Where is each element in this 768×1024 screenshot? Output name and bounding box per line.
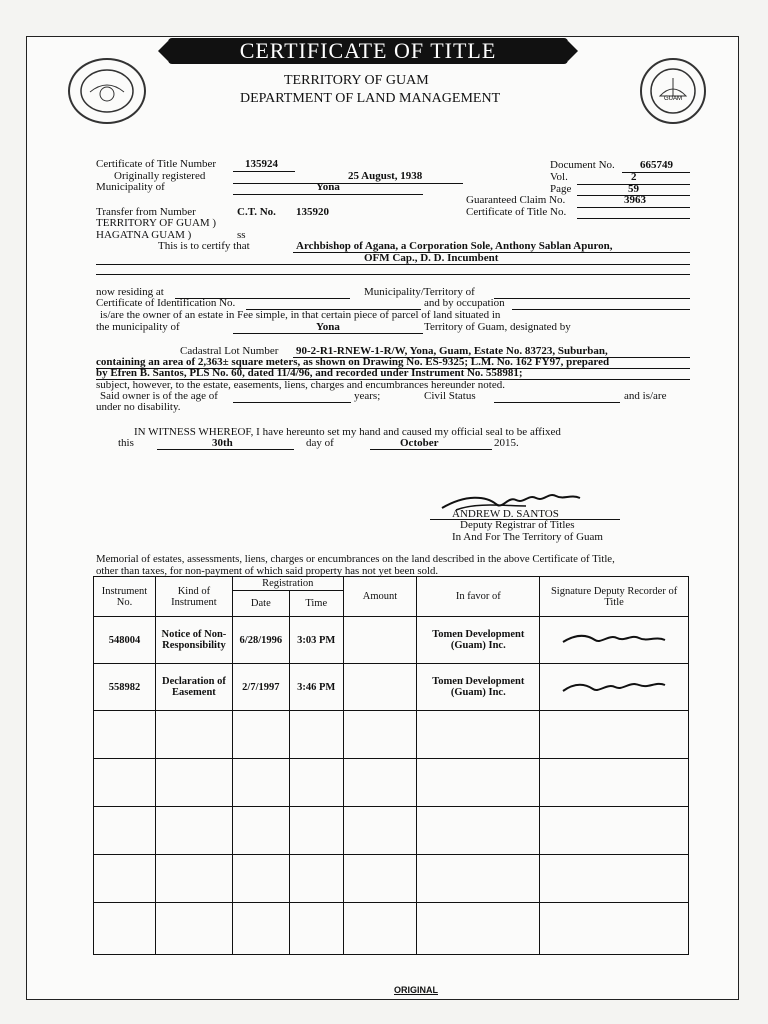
- occupation-label: and by occupation: [424, 297, 505, 309]
- header-in-favor: In favor of: [417, 577, 540, 617]
- row-date: 2/7/1997: [232, 664, 289, 711]
- witness-text: IN WITNESS WHEREOF, I have hereunto set my hand and caused my official seal to be affixed: [134, 426, 561, 438]
- cadastral-line-2: containing an area of 2,363± square meters, as shown on Drawing No. ES-9325; L.M. No. 162 FY97, prepared: [96, 356, 610, 368]
- row-amount: [343, 664, 417, 711]
- territory-line: TERRITORY OF GUAM ): [96, 217, 217, 229]
- transfer-label: Transfer from Number: [96, 206, 196, 218]
- header-time: Time: [289, 591, 343, 617]
- empty-row: [94, 855, 689, 903]
- month-value: October: [400, 437, 439, 449]
- owner-line-2: OFM Cap., D. D. Incumbent: [364, 252, 499, 264]
- municipality-of-label: Municipality of: [96, 181, 165, 193]
- ct-no: 135920: [296, 206, 329, 218]
- empty-row: [94, 903, 689, 955]
- memorial-table: [93, 576, 689, 955]
- memorial-intro-1: Memorial of estates, assessments, liens, charges or encumbrances on the land described in the above Certificate of Title,: [96, 553, 615, 565]
- table-row: [94, 617, 689, 664]
- cert-title-number: 135924: [245, 158, 278, 170]
- row-in-favor: Tomen Development (Guam) Inc.: [417, 617, 540, 664]
- header-instrument-no: Instrument No.: [94, 577, 156, 617]
- vol-value: 2: [631, 171, 637, 183]
- recorder-signature-icon: [559, 675, 669, 697]
- residing-label: now residing at: [96, 286, 164, 298]
- document-no-label: Document No.: [550, 159, 615, 171]
- the-municipality-label: the municipality of: [96, 321, 180, 333]
- empty-row: [94, 807, 689, 855]
- originally-registered-label: Originally registered: [114, 170, 206, 182]
- ss-label: ss: [237, 229, 246, 241]
- certify-label: This is to certify that: [158, 240, 250, 252]
- header-date: Date: [232, 591, 289, 617]
- row-date: 6/28/1996: [232, 617, 289, 664]
- department-seal-icon: [68, 58, 146, 124]
- subject-text: subject, however, to the estate, easements, liens, charges and encumbrances hereunder noted.: [96, 379, 505, 391]
- hagatna-line: HAGATNA GUAM ): [96, 229, 192, 241]
- row-kind: Notice of Non-Responsibility: [155, 617, 232, 664]
- cadastral-line-3: by Efren B. Santos, PLS No. 60, dated 11/4/96, and recorded under Instrument No. 558981;: [96, 367, 523, 379]
- row-time: 3:03 PM: [289, 617, 343, 664]
- original-stamp: ORIGINAL: [394, 985, 438, 995]
- row-instrument-no: 548004: [94, 617, 156, 664]
- page-label: Page: [550, 183, 572, 195]
- header-amount: Amount: [343, 577, 417, 617]
- municipality-value-2: Yona: [316, 321, 340, 333]
- row-signature: [540, 664, 689, 711]
- ct-no-label: C.T. No.: [237, 206, 276, 218]
- guaranteed-claim: 3963: [624, 194, 646, 206]
- memorial-intro-2: other than taxes, for non-payment of which said property has not yet been sold.: [96, 565, 439, 577]
- owner-estate-text: is/are the owner of an estate in Fee simple, in that certain piece of parcel of land situated in: [100, 309, 501, 321]
- row-instrument-no: 558982: [94, 664, 156, 711]
- cert-id-label: Certificate of Identification No.: [96, 297, 236, 309]
- empty-row: [94, 711, 689, 759]
- guaranteed-claim-label: Guaranteed Claim No.: [466, 194, 566, 206]
- years-label: years;: [354, 390, 381, 402]
- header-kind: Kind of Instrument: [155, 577, 232, 617]
- originally-registered: 25 August, 1938: [348, 170, 423, 182]
- municipality-value: Yona: [316, 181, 340, 193]
- page-value: 59: [628, 183, 639, 195]
- certificate-title-banner: CERTIFICATE OF TITLE: [168, 38, 568, 64]
- cadastral-line-1: 90-2-R1-RNEW-1-R/W, Yona, Guam, Estate No. 83723, Suburban,: [296, 345, 608, 357]
- row-time: 3:46 PM: [289, 664, 343, 711]
- row-signature: [540, 617, 689, 664]
- document-no: 665749: [640, 159, 673, 171]
- empty-row: [94, 759, 689, 807]
- registrar-name: ANDREW D. SANTOS: [452, 508, 559, 520]
- recorder-signature-icon: [559, 628, 669, 650]
- and-isare: and is/are: [624, 390, 667, 402]
- guam-seal-icon: [640, 58, 706, 124]
- civil-status-label: Civil Status: [424, 390, 476, 402]
- header-signature: Signature Deputy Recorder of Title: [540, 577, 689, 617]
- vol-label: Vol.: [550, 171, 568, 183]
- age-label: Said owner is of the age of: [100, 390, 218, 402]
- registrar-title: Deputy Registrar of Titles: [460, 519, 575, 531]
- row-amount: [343, 617, 417, 664]
- territory-heading: TERRITORY OF GUAM: [284, 73, 429, 88]
- row-kind: Declaration of Easement: [155, 664, 232, 711]
- registrar-jurisdiction: In And For The Territory of Guam: [452, 531, 603, 543]
- muni-territory-label: Municipality/Territory of: [364, 286, 475, 298]
- header-registration: Registration: [232, 577, 343, 591]
- cert-of-title-no-label: Certificate of Title No.: [466, 206, 567, 218]
- territory-designated: Territory of Guam, designated by: [424, 321, 571, 333]
- owner-line-1: Archbishop of Agana, a Corporation Sole, Anthony Sablan Apuron,: [296, 240, 613, 252]
- day-value: 30th: [212, 437, 233, 449]
- cadastral-label: Cadastral Lot Number: [180, 345, 279, 357]
- svg-text:GUAM: GUAM: [664, 96, 682, 102]
- day-of-label: day of: [306, 437, 334, 449]
- table-row: [94, 664, 689, 711]
- cert-title-number-label: Certificate of Title Number: [96, 158, 217, 170]
- this-label: this: [118, 437, 134, 449]
- department-heading: DEPARTMENT OF LAND MANAGEMENT: [240, 91, 501, 106]
- year-value: 2015.: [494, 437, 519, 449]
- disability-text: under no disability.: [96, 401, 181, 413]
- row-in-favor: Tomen Development (Guam) Inc.: [417, 664, 540, 711]
